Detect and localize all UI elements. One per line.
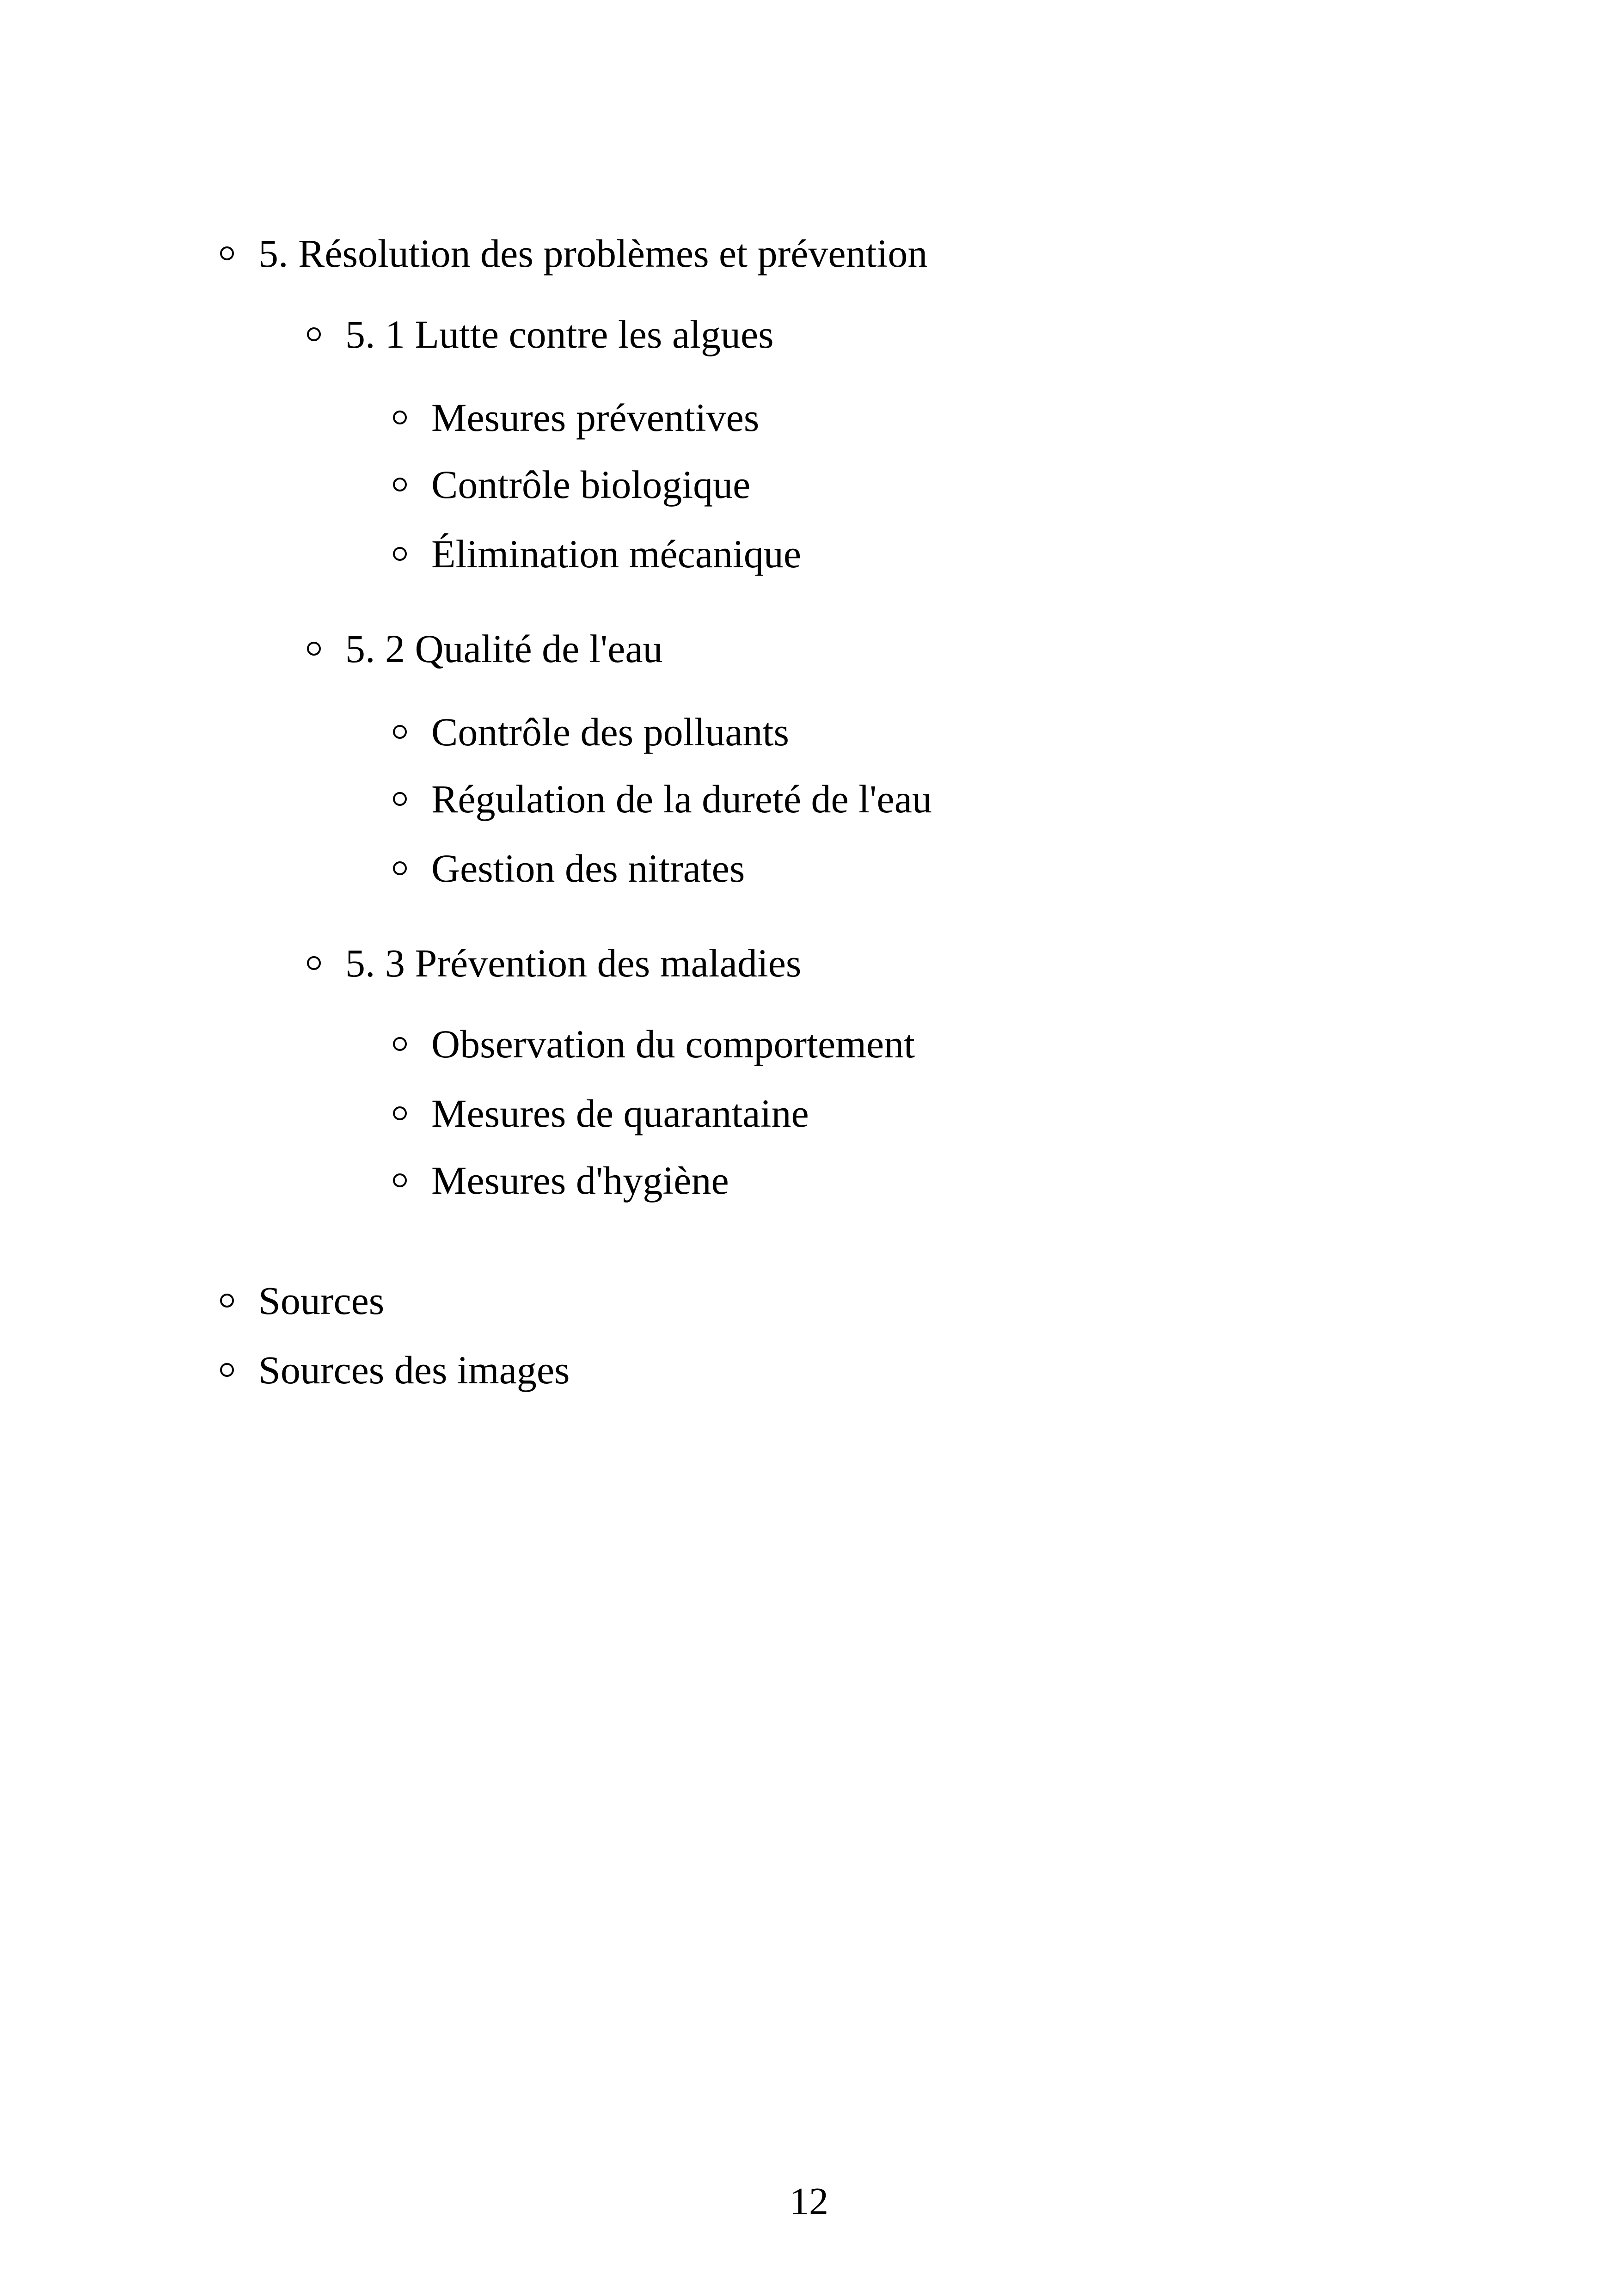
toc-entry-label: Élimination mécanique xyxy=(431,532,802,576)
toc-entry-sources[interactable] xyxy=(220,1278,385,1323)
toc-entry-gestion-nitrates[interactable] xyxy=(393,848,745,888)
toc-entry-label: 5. 2 Qualité de l'eau xyxy=(345,626,663,671)
hollow-circle-bullet-icon xyxy=(393,792,407,806)
hollow-circle-bullet-icon xyxy=(307,642,321,656)
toc-entry-label: 5. 3 Prévention des maladies xyxy=(345,941,802,985)
toc-entry-section-5-3[interactable] xyxy=(307,943,801,983)
toc-entry-controle-biologique[interactable] xyxy=(393,462,751,507)
toc-entry-label: Contrôle biologique xyxy=(431,462,751,507)
hollow-circle-bullet-icon xyxy=(220,1294,234,1308)
toc-entry-observation-comportement[interactable] xyxy=(393,1024,915,1064)
toc-entry-mesures-quarantaine[interactable] xyxy=(393,1091,809,1136)
toc-entry-elimination-mecanique[interactable] xyxy=(393,534,801,574)
hollow-circle-bullet-icon xyxy=(307,956,321,970)
hollow-circle-bullet-icon xyxy=(393,1173,407,1187)
toc-entry-label: 5. 1 Lutte contre les algues xyxy=(345,312,774,356)
toc-entry-label: Contrôle des polluants xyxy=(431,710,789,754)
hollow-circle-bullet-icon xyxy=(393,547,407,561)
hollow-circle-bullet-icon xyxy=(393,1106,407,1120)
toc-entry-section-5[interactable] xyxy=(220,231,928,276)
hollow-circle-bullet-icon xyxy=(393,411,407,424)
toc-entry-mesures-hygiene[interactable] xyxy=(393,1158,729,1203)
page-number: 12 xyxy=(790,2180,828,2223)
toc-entry-label: Gestion des nitrates xyxy=(431,846,745,890)
toc-entry-label: 5. Résolution des problèmes et prévention xyxy=(258,231,928,276)
hollow-circle-bullet-icon xyxy=(307,327,321,341)
toc-entry-regulation-durete[interactable] xyxy=(393,779,932,819)
toc-entry-label: Régulation de la dureté de l'eau xyxy=(431,777,932,821)
toc-entry-label: Sources xyxy=(258,1278,385,1323)
toc-entry-controle-polluants[interactable] xyxy=(393,712,789,752)
toc-entry-sources-images[interactable] xyxy=(220,1350,570,1390)
hollow-circle-bullet-icon xyxy=(220,1363,234,1377)
toc-entry-label: Mesures d'hygiène xyxy=(431,1158,729,1203)
toc-entry-label: Mesures préventives xyxy=(431,395,760,440)
toc-entry-label: Observation du comportement xyxy=(431,1022,915,1066)
hollow-circle-bullet-icon xyxy=(393,478,407,491)
toc-entry-section-5-2[interactable] xyxy=(307,626,663,671)
hollow-circle-bullet-icon xyxy=(393,1037,407,1051)
hollow-circle-bullet-icon xyxy=(220,246,234,260)
toc-entry-mesures-preventives[interactable] xyxy=(393,395,760,440)
toc-entry-label: Mesures de quarantaine xyxy=(431,1091,809,1136)
hollow-circle-bullet-icon xyxy=(393,861,407,875)
toc-entry-label: Sources des images xyxy=(258,1348,570,1392)
toc-entry-section-5-1[interactable] xyxy=(307,314,774,354)
hollow-circle-bullet-icon xyxy=(393,725,407,739)
